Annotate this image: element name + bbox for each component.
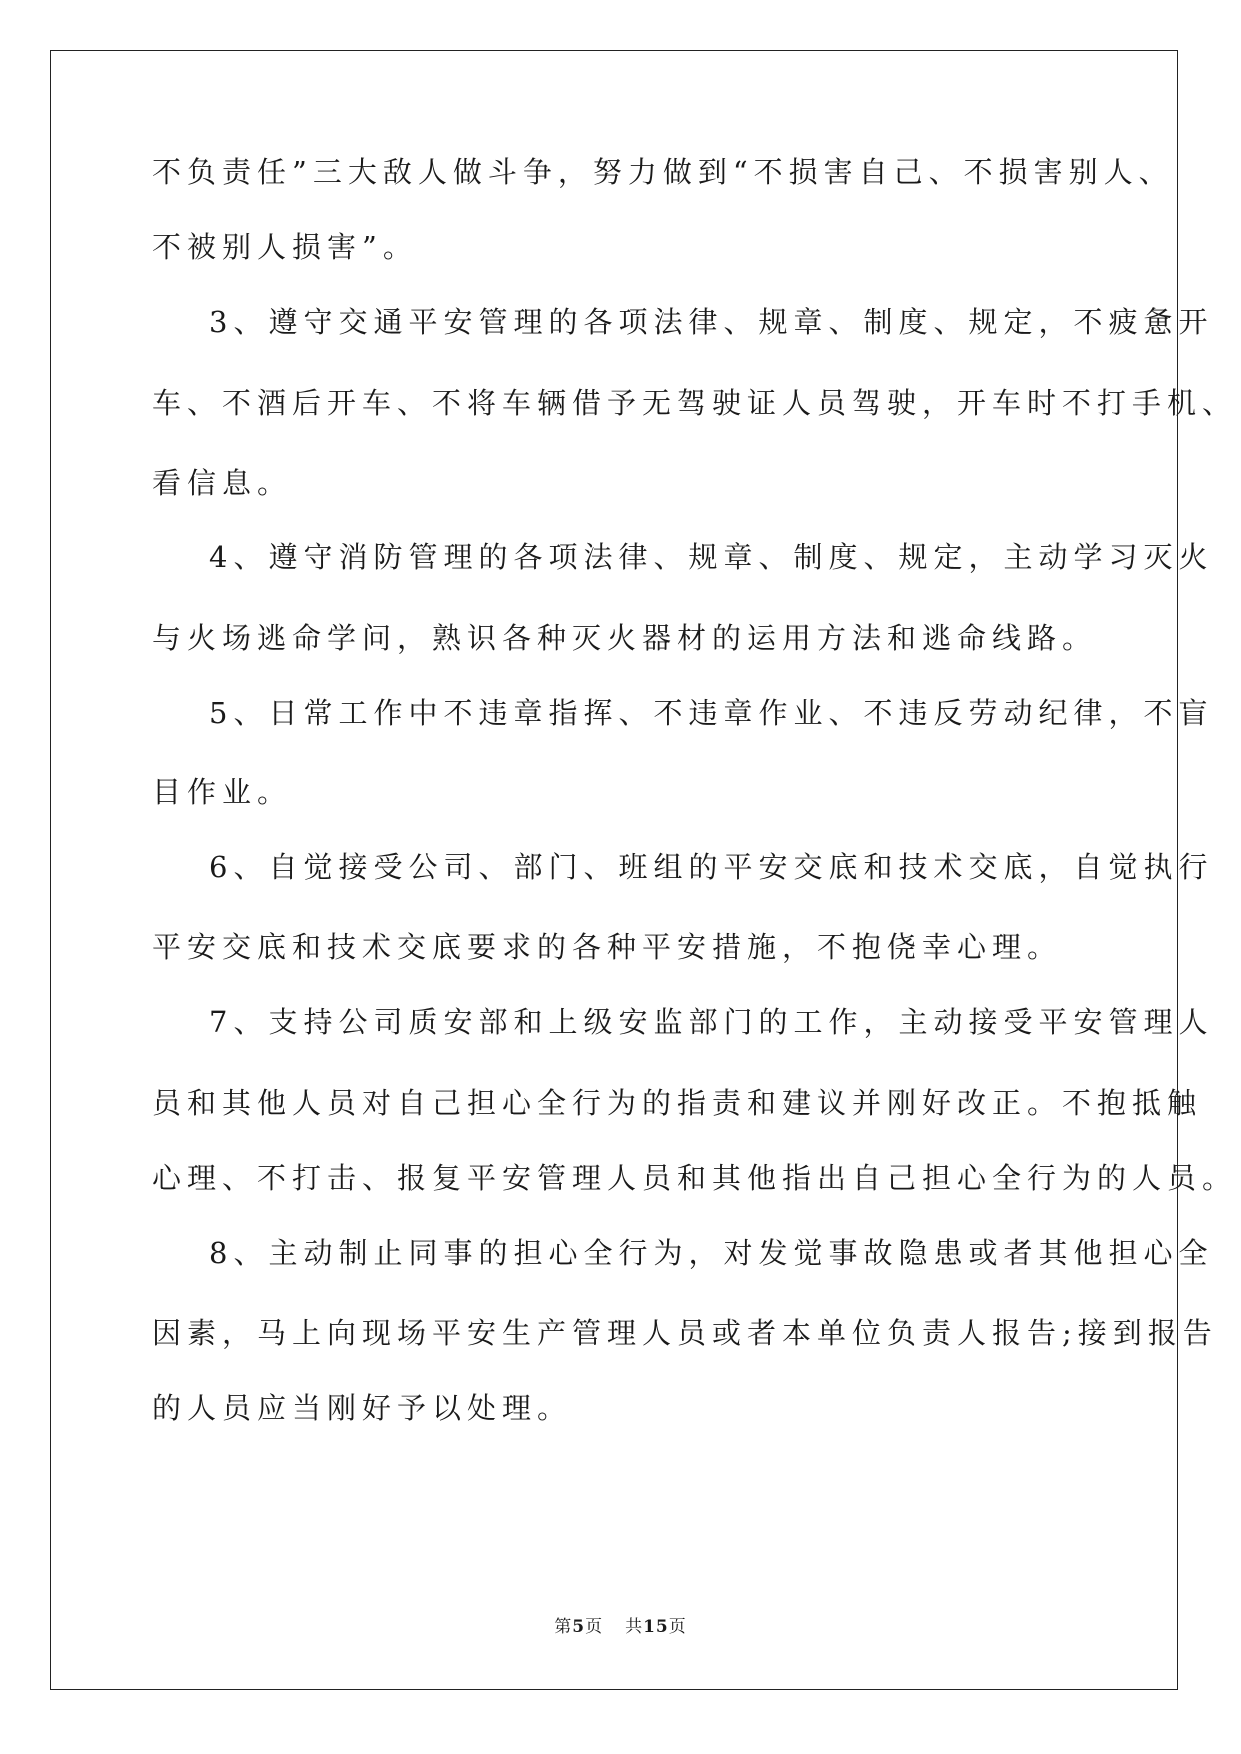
paragraph-line: 8、主动制止同事的担心全行为，对发觉事故隐患或者其他担心全 [209, 1236, 1214, 1270]
paragraph-line: 看信息。 [152, 466, 293, 500]
paragraph-line: 因素，马上向现场平安生产管理人员或者本单位负责人报告;接到报告 [152, 1316, 1218, 1350]
total-suffix: 页 [668, 1617, 687, 1637]
total-prefix: 共 [625, 1617, 644, 1637]
page-number: 5 [572, 1617, 586, 1637]
paragraph-line: 不负责任”三大敌人做斗争，努力做到“不损害自己、不损害别人、 [152, 155, 1174, 189]
paragraph-line: 不被别人损害”。 [152, 230, 418, 264]
paragraph-line: 目作业。 [152, 775, 293, 809]
paragraph-line: 心理、不打击、报复平安管理人员和其他指出自己担心全行为的人员。 [152, 1161, 1238, 1195]
paragraph-line: 车、不酒后开车、不将车辆借予无驾驶证人员驾驶，开车时不打手机、 [152, 386, 1238, 420]
paragraph-line: 员和其他人员对自己担心全行为的指责和建议并刚好改正。不抱抵触 [152, 1086, 1203, 1120]
paragraph-line: 与火场逃命学问，熟识各种灭火器材的运用方法和逃命线路。 [152, 621, 1098, 655]
paragraph-line: 的人员应当刚好予以处理。 [152, 1391, 573, 1425]
paragraph-line: 平安交底和技术交底要求的各种平安措施，不抱侥幸心理。 [152, 930, 1063, 964]
paragraph-line: 7、支持公司质安部和上级安监部门的工作，主动接受平安管理人 [209, 1005, 1214, 1039]
page-footer [0, 1612, 1241, 1637]
paragraph-line: 3、遵守交通平安管理的各项法律、规章、制度、规定，不疲惫开 [209, 305, 1214, 339]
total-pages: 15 [643, 1617, 669, 1637]
paragraph-line: 5、日常工作中不违章指挥、不违章作业、不违反劳动纪律，不盲 [209, 696, 1214, 730]
paragraph-line: 4、遵守消防管理的各项法律、规章、制度、规定，主动学习灭火 [209, 540, 1214, 574]
page-suffix: 页 [585, 1617, 604, 1637]
paragraph-line: 6、自觉接受公司、部门、班组的平安交底和技术交底，自觉执行 [209, 850, 1214, 884]
page-prefix: 第 [554, 1617, 573, 1637]
